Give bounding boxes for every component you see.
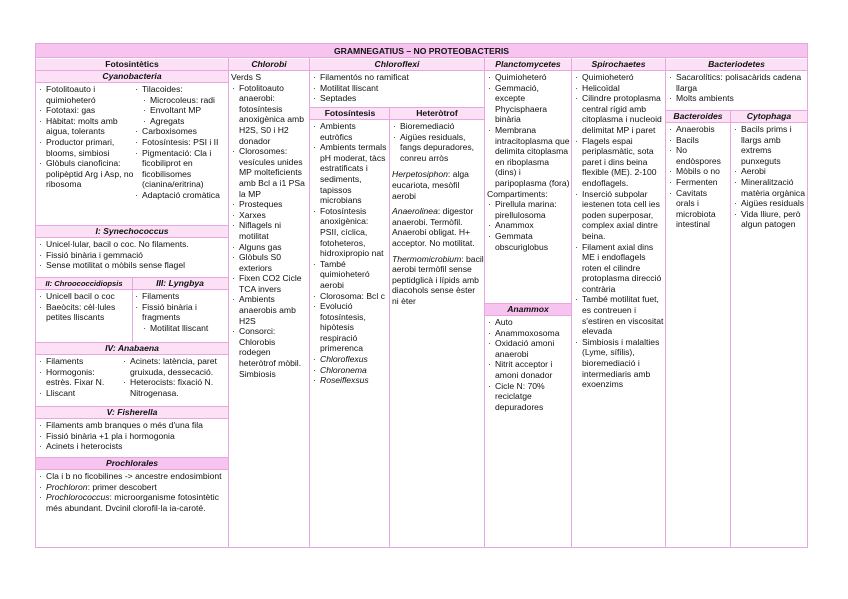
list-item: · Hàbitat: molts amb aigua, tolerants <box>38 116 134 137</box>
list-item: · Filaments amb branques o més d'una fila <box>38 420 228 431</box>
chroococcidiopsis-list <box>38 291 132 323</box>
list-item: · No endòspores <box>668 145 728 166</box>
anaerolinea-note: Anaerolinea: digestor anaerobi. Termòfil. Anaerobi obligat. H+ acceptor. No motilitat. <box>392 206 475 248</box>
list-item: · Mòbils o no <box>668 166 728 177</box>
list-item: · Mineralització matèria orgànica <box>733 177 807 198</box>
list-item: · Filaments <box>134 291 228 302</box>
chroococcidiopsis-header: II: Chroococcidiopsis <box>45 279 123 288</box>
summary-table <box>35 43 808 548</box>
list-item: · Anaerobis <box>668 124 728 135</box>
list-item: · Fotolitoauto anaerobi: fotosíntesis anoxigènica amb H2S, S0 i H2 donador <box>231 83 307 147</box>
chlorobi-list <box>231 83 307 380</box>
compartiments-list <box>487 199 571 252</box>
fotosintesis-header: Fotosíntesis <box>324 108 376 118</box>
anammox-list <box>487 317 571 412</box>
list-item: · Baeòcits: cèl·lules petites lliscants <box>38 302 132 323</box>
anammox-header: Anammox <box>507 304 549 314</box>
synechococcus-header: I: Synechococcus <box>95 226 169 236</box>
list-item: · Simbiosis i malalties (Lyme, sífilis), bioremediació i intermediaris amb exoenzims <box>574 337 665 390</box>
compartiments-label: Compartiments: <box>487 188 548 199</box>
list-item: · Unicell bacil o coc <box>38 291 132 302</box>
page-title: GRAMNEGATIUS – NO PROTEOBACTERIS <box>36 44 807 58</box>
list-item: · Filamentós no ramificat <box>312 72 484 83</box>
list-item: · Bacils <box>668 135 728 146</box>
prochlorales-header: Prochlorales <box>105 458 159 468</box>
list-item: · Fixen CO2 Cicle TCA invers <box>231 273 307 294</box>
chlorobi-content <box>231 72 307 379</box>
list-item: · Fototaxi: gas <box>38 105 134 116</box>
list-item: · Helicoïdal <box>574 83 665 94</box>
fisherella-header: V: Fisherella <box>106 407 158 417</box>
list-item: · Fermenten <box>668 177 728 188</box>
lyngbya-list <box>134 291 228 333</box>
divider <box>665 58 666 547</box>
list-item: · Glòbuls cianoficina: polipèptid Arg i Asp, no ribosoma <box>38 158 134 190</box>
planctomycetes-list <box>487 72 571 189</box>
list-item: · Adaptació cromàtica <box>134 190 228 201</box>
list-item: · Filament axial dins ME i endoflagels roten el cilindre protoplasma direcció contrària <box>574 242 665 295</box>
list-item: · Clorosoma: Bcl c <box>312 291 388 302</box>
list-item: · Hormogonis: estrès. Fixar N. <box>38 367 122 388</box>
list-item: · També quimioheteró aerobi <box>312 259 388 291</box>
list-item: · Auto <box>487 317 571 328</box>
planctomycetes-header: Planctomycetes <box>495 59 561 69</box>
list-item: · Lliscant <box>38 388 122 399</box>
bacteroides-list <box>668 124 728 230</box>
list-item: · Envoltant MP <box>134 105 228 116</box>
list-item: · Chloronema <box>312 365 388 376</box>
list-item: · Pirellula marina: pirellulosoma <box>487 199 571 220</box>
list-item: · Aigües residuals, fangs depuradores, conreu arròs <box>392 132 484 164</box>
bacteriodetes-top-list <box>668 72 807 104</box>
divider <box>228 58 229 547</box>
list-item: · Evolució fotosíntesis, hipòtesis respiració primerenca <box>312 301 388 354</box>
list-item: · Ambients eutròfics <box>312 121 388 142</box>
list-item: · Molts ambients <box>668 93 807 104</box>
chloroflexi-top-list <box>312 72 484 104</box>
anabaena-list-right <box>122 356 228 398</box>
list-item: · Anammoxosoma <box>487 328 571 339</box>
list-item: · També motilitat fuet, es contreuen i s'estiren en viscositat elevada <box>574 294 665 336</box>
list-item: · Prochlorococcus: microorganisme fotosintètic més abundant. Dvcinil clorofil·la ia-caroté. <box>38 492 228 513</box>
list-item: · Tilacoides: <box>134 84 228 95</box>
spirochaetes-header: Spirochaetes <box>591 59 646 69</box>
synechococcus-list <box>38 239 228 271</box>
list-item: · Bacils prims i llargs amb extrems punxeguts <box>733 124 807 166</box>
list-item: · Productor primari, blooms, simbiosi <box>38 137 134 158</box>
bacteroides-header: Bacteroides <box>673 111 723 121</box>
spirochaetes-list <box>574 72 665 390</box>
list-item: · Fissió binària i fragments <box>134 302 228 323</box>
list-item: · Ambients anaerobis amb H2S <box>231 294 307 326</box>
fotosintetics-header: Fotosintètics <box>105 59 159 69</box>
thermomicrobium-note: Thermomicrobium: bacil aerobi termòfil sense peptidglicà i lípids amb diacohols sense èster ni èter <box>392 253 484 306</box>
list-item: · Alguns gas <box>231 242 307 253</box>
list-item: · Fotosíntesis: PSI i II <box>134 137 228 148</box>
chlorobi-lead: Verds S <box>231 72 262 82</box>
cytophaga-header: Cytophaga <box>746 111 792 121</box>
list-item: · Roseiflexsus <box>312 375 388 386</box>
list-item: · Membrana intracitoplasma que delimita citoplasma en riboplasma (dins) i paripoplasma (fora) <box>487 125 571 189</box>
list-item: · Aerobi <box>733 166 807 177</box>
bacteriodetes-header: Bacteriodetes <box>708 59 765 69</box>
cyanobacteria-list-left <box>38 84 134 190</box>
list-item: · Vida lliure, però algun patogen <box>733 209 807 230</box>
chlorobi-header: Chlorobi <box>251 59 287 69</box>
list-item: · Sacarolítics: polisacàrids cadena llarga <box>668 72 807 93</box>
list-item: · Niflagels ni motilitat <box>231 220 307 241</box>
list-item: · Aigües residuals <box>733 198 807 209</box>
list-item: · Flagels espai periplasmàtic, sota paret i dins beina flexible (ME). 2-100 endoflagels. <box>574 136 665 189</box>
list-item: · Cla i b no ficobilines -> ancestre endosimbiont <box>38 471 228 482</box>
anabaena-header: IV: Anabaena <box>105 343 159 353</box>
list-item: · Consorci: Chlorobis rodegen heteròtrof mòbil. Simbiosis <box>231 326 307 379</box>
list-item: · Heterocists: fixació N. Nitrogenasa. <box>122 377 228 398</box>
list-item: · Unicel·lular, bacil o coc. No filaments. <box>38 239 228 250</box>
list-item: · Nitrit acceptor i amoni donador <box>487 359 571 380</box>
anabaena-list-left <box>38 356 122 398</box>
planctomycetes-content <box>487 72 571 252</box>
heterotrof-list <box>392 121 484 163</box>
list-item: · Acinets: latència, paret gruixuda, dessecació. <box>122 356 228 377</box>
list-item: · Glòbuls S0 exteriors <box>231 252 307 273</box>
list-item: · Cilindre protoplasma central rígid amb citoplasma i nucleoid delimitat MP i paret <box>574 93 665 135</box>
list-item: · Acinets i heterocists <box>38 441 228 452</box>
list-item: · Carboxisomes <box>134 126 228 137</box>
list-item: · Fissió binària +1 pla i hormogonia <box>38 431 228 442</box>
list-item: · Motilitat lliscant <box>312 83 484 94</box>
divider <box>571 58 572 547</box>
list-item: · Xarxes <box>231 210 307 221</box>
cyanobacteria-list-right <box>134 84 228 201</box>
chloroflexi-heterotrof <box>392 121 484 312</box>
fotosintesis-list <box>312 121 388 386</box>
list-item: · Prochloron: primer descobert <box>38 482 228 493</box>
cyanobacteria-header: Cyanobacteria <box>102 71 162 81</box>
list-item: · Gemmació, excepte Phycisphaera binària <box>487 83 571 125</box>
list-item: · Fotosíntesis anoxigènica: PSII, cíclica, fotoheteros, hidroxipropio nat <box>312 206 388 259</box>
list-item: · Quimioheteró <box>574 72 665 83</box>
cytophaga-list <box>733 124 807 230</box>
list-item: · Anammox <box>487 220 571 231</box>
list-item: · Oxidació amoni anaerobi <box>487 338 571 359</box>
list-item: · Chloroflexus <box>312 354 388 365</box>
list-item: · Pigmentació: Cla i ficobiliprot en ficobilisomes (cianina/eritrina) <box>134 148 228 190</box>
herpetosiphon-note: Herpetosiphon: alga eucariota, mesòfil aerobi <box>392 169 469 201</box>
list-item: · Ambients termals pH moderat, tàcs estratificats i sediments, tapissos microbians <box>312 142 388 206</box>
list-item: · Septades <box>312 93 484 104</box>
list-item: · Bioremediació <box>392 121 484 132</box>
list-item: · Quimioheteró <box>487 72 571 83</box>
lyngbya-header: III: Lyngbya <box>156 278 204 288</box>
divider <box>309 58 310 547</box>
list-item: · Clorosomes: vesícules unides MP molteficients amb Bcl a i1 PSa la MP <box>231 146 307 199</box>
list-item: · Gemmata obscuriglobus <box>487 231 571 252</box>
list-item: · Fotolitoauto i quimioheteró <box>38 84 134 105</box>
list-item: · Cavitats orals i microbiota intestinal <box>668 188 728 230</box>
fisherella-list <box>38 420 228 452</box>
chloroflexi-fotosintesis <box>312 121 388 386</box>
list-item: · Cicle N: 70% reciclatge depuradores <box>487 381 571 413</box>
list-item: · Filaments <box>38 356 122 367</box>
list-item: · Fissió binària i gemmació <box>38 250 228 261</box>
prochlorales-list <box>38 471 228 513</box>
chloroflexi-header: Chloroflexi <box>374 59 420 69</box>
list-item: · Inserció subpolar iestenen tota cell ies poden superposar, complex axial dintre beina. <box>574 189 665 242</box>
heterotrof-header: Heteròtrof <box>416 108 458 118</box>
list-item: · Sense motilitat o mòbils sense flagel <box>38 260 228 271</box>
list-item: · Prosteques <box>231 199 307 210</box>
list-item: · Motilitat lliscant <box>134 323 228 334</box>
list-item: · Agregats <box>134 116 228 127</box>
list-item: · Microcoleus: radi <box>134 95 228 106</box>
